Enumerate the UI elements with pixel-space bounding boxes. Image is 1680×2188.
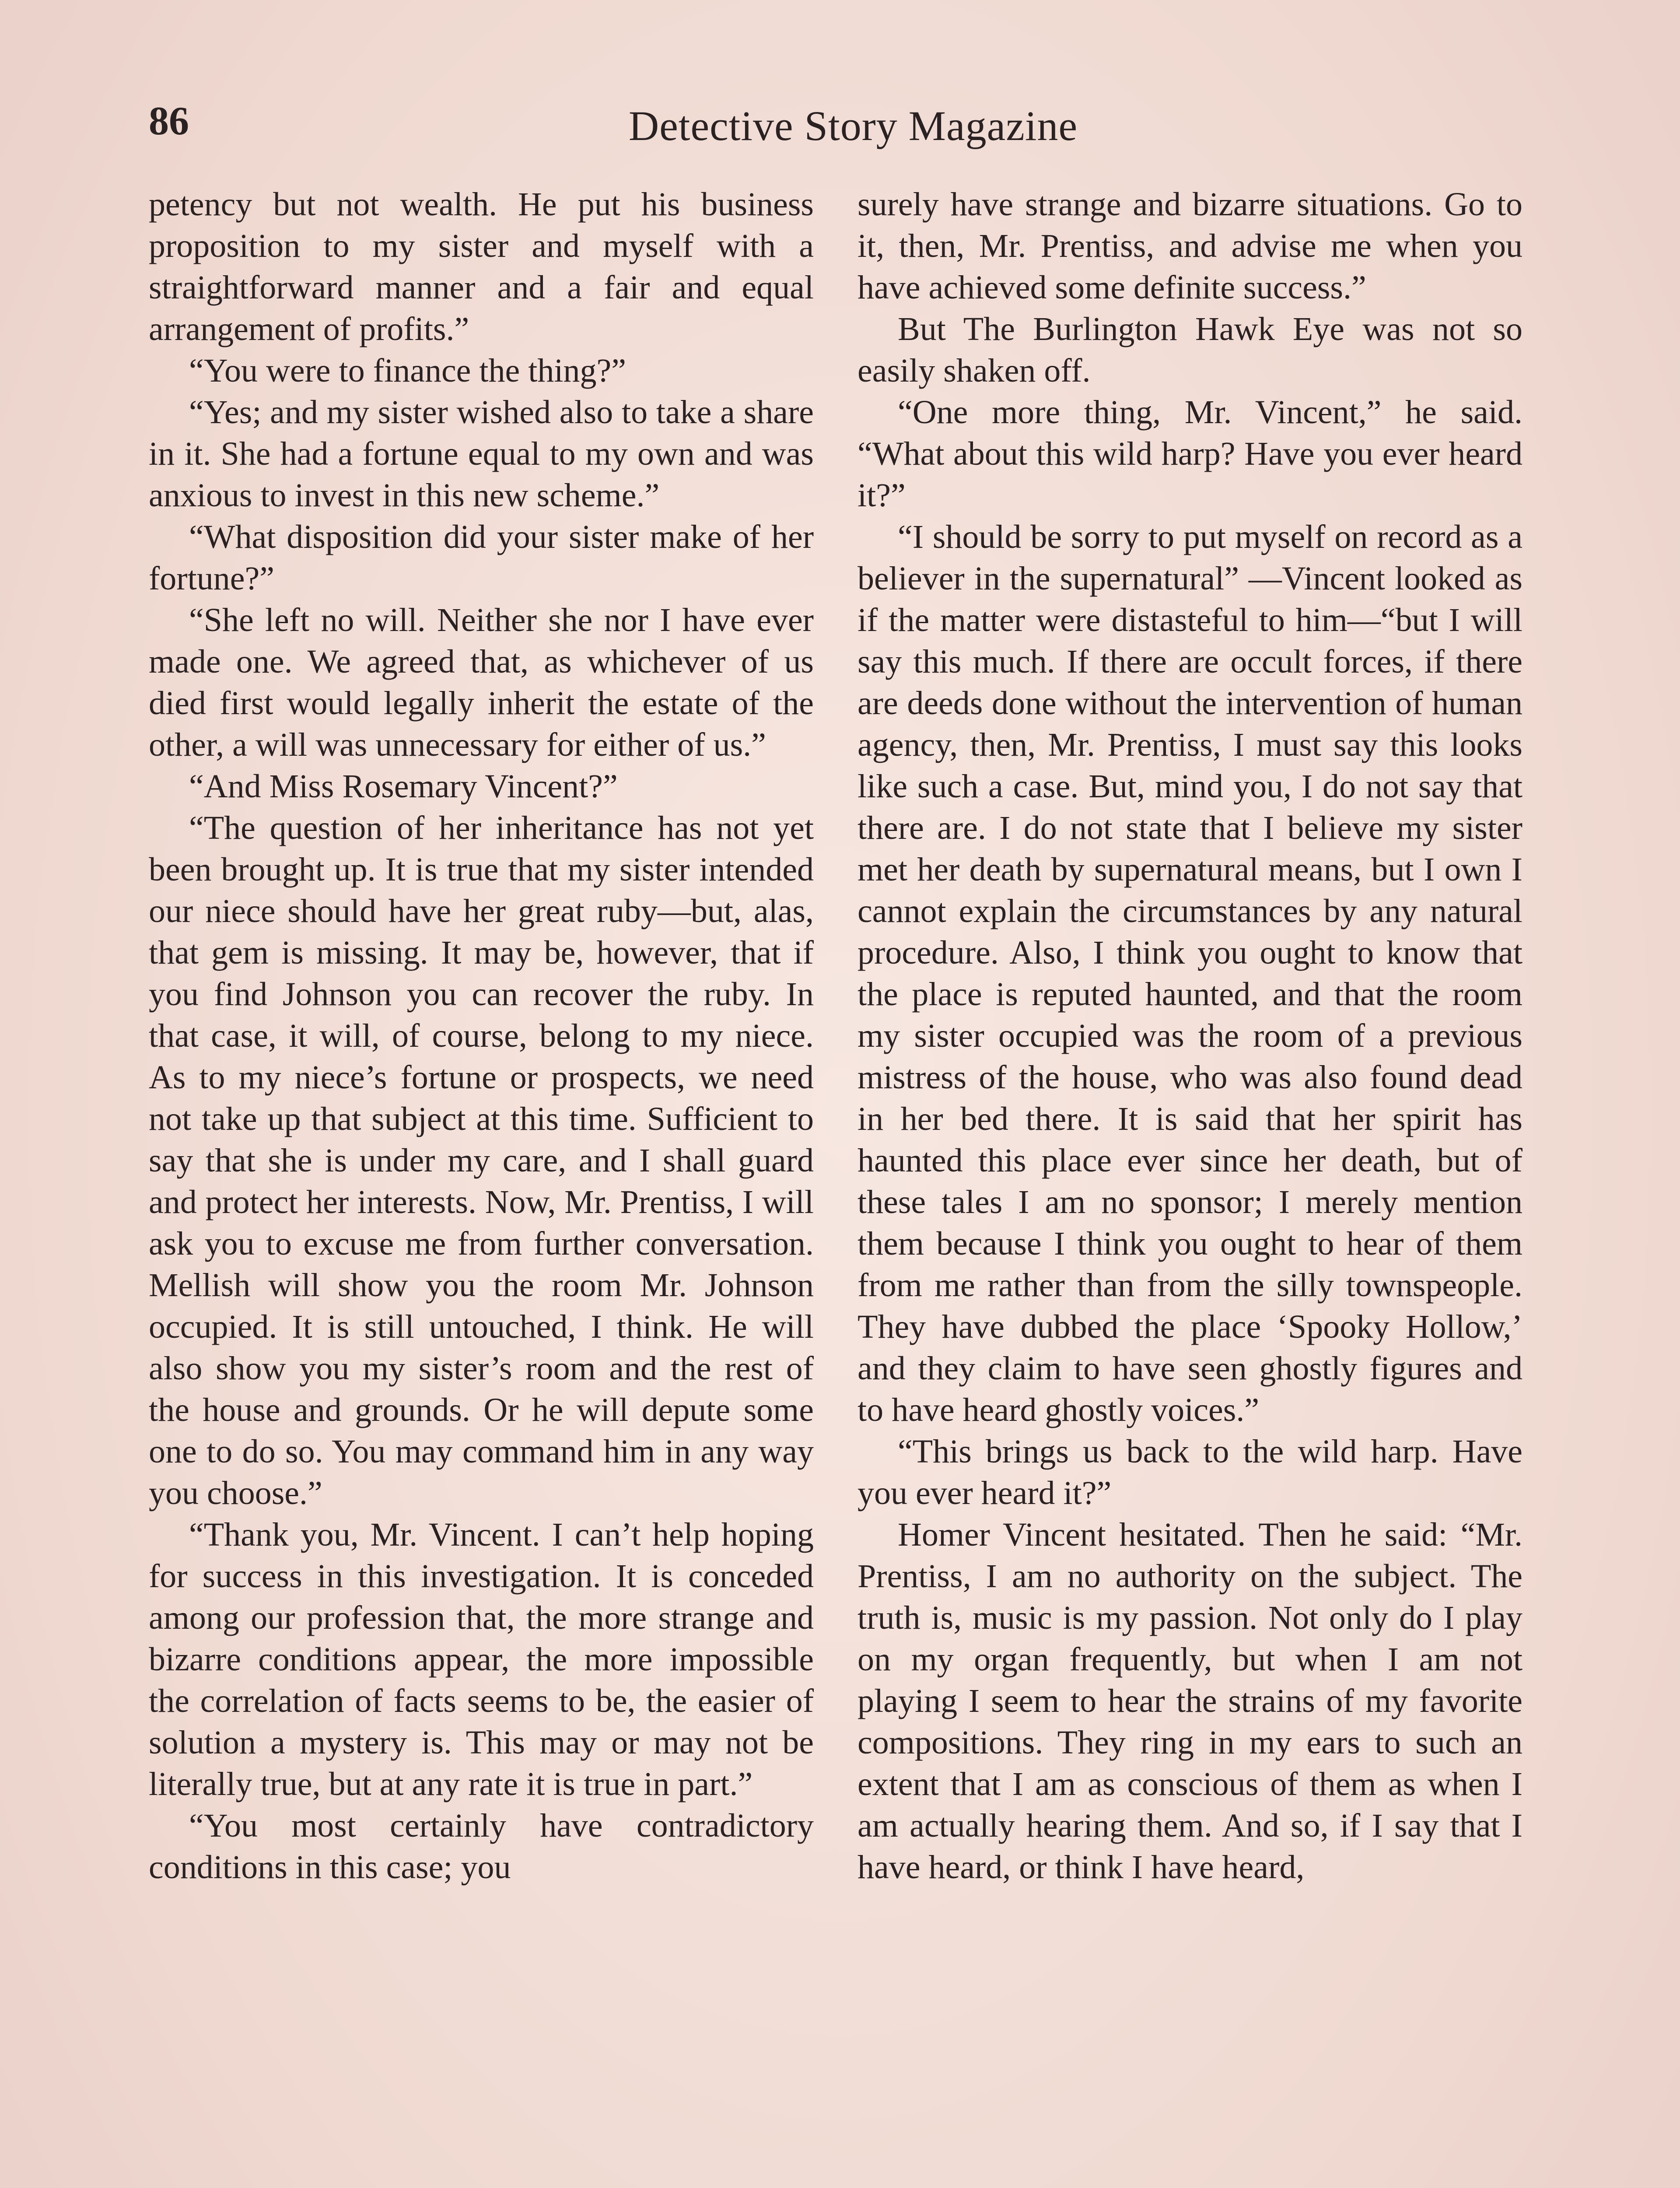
paragraph: “I should be sorry to put myself on record as a believer in the supernatural” —Vincent looked as if the matter were distasteful to him—“but I will say this much. If there are occult forces, if there are deeds done without the intervention of human agency, then, Mr. Prentiss, I must say this looks like such a case. But, mind you, I do not say that there are. I do not state that I believe my sister met her death by supernatural means, but I own I cannot explain the circumstances by any natural procedure. Also, I think you ought to know that the place is reputed haunted, and that the room my sister occupied was the room of a previous mistress of the house, who was also found dead in her bed there. It is said that her spirit has haunted this place ever since her death, but of these tales I am no sponsor; I merely mention them because I think you ought to hear of them from me rather than from the silly townspeople. They have dubbed the place ‘Spooky Hollow,’ and they claim to have seen ghostly figures and to have heard ghostly voices.” <box>858 519 1522 1428</box>
paragraph: “She left no will. Neither she nor I have ever made one. We agreed that, as whichever of us died first would legally inherit the estate of the other, a will was unnecessary for either of us.” <box>149 602 814 763</box>
left-column <box>149 184 814 2188</box>
paragraph: “The question of her inheritance has not yet been brought up. It is true that my sister intended our niece should have her great ruby—but, alas, that gem is missing. It may be, however, that if you find Johnson you can recover the ruby. In that case, it will, of course, belong to my niece. As to my niece’s fortune or prospects, we need not take up that subject at this time. Sufficient to say that she is under my care, and I shall guard and protect her interests. Now, Mr. Prentiss, I will ask you to excuse me from further conversation. Mellish will show you the room Mr. Johnson occupied. It is still untouched, I think. He will also show you my sister’s room and the rest of the house and grounds. Or he will depute some one to do so. You may command him in any way you choose.” <box>149 810 814 1511</box>
paragraph: “What disposition did your sister make of her fortune?” <box>149 519 814 597</box>
paragraph: “And Miss Rosemary Vincent?” <box>189 768 618 805</box>
paragraph: surely have strange and bizarre situations. Go to it, then, Mr. Prentiss, and advise me when you have achieved some definite success.” <box>858 186 1522 306</box>
paragraph: Homer Vincent hesitated. Then he said: “Mr. Prentiss, I am no authority on the subject. The truth is, music is my passion. Not only do I play on my organ frequently, but when I am not playing I seem to hear the strains of my favorite compositions. They ring in my ears to such an extent that I am as conscious of them as when I am actually hearing them. And so, if I say that I have heard, or think I have heard, <box>858 1516 1522 1886</box>
paragraph: “Yes; and my sister wished also to take a share in it. She had a fortune equal to my own and was anxious to invest in this new scheme.” <box>149 394 814 514</box>
paragraph: “Thank you, Mr. Vincent. I can’t help hoping for success in this investigation. It is conceded among our profession that, the more strange and bizarre conditions appear, the more impossible the correlation of facts seems to be, the easier of solution a mystery is. This may or may not be literally true, but at any rate it is true in part.” <box>149 1516 814 1802</box>
paragraph: “You most certainly have contradictory conditions in this case; you <box>149 1807 814 1886</box>
paragraph: But The Burlington Hawk Eye was not so easily shaken off. <box>858 311 1522 389</box>
paragraph: “You were to finance the thing?” <box>189 352 626 389</box>
paragraph: “One more thing, Mr. Vincent,” he said. “What about this wild harp? Have you ever heard it?” <box>858 394 1522 514</box>
right-column <box>858 184 1522 2188</box>
page-number: 86 <box>149 98 189 143</box>
running-head-title: Detective Story Magazine <box>628 102 1078 149</box>
paragraph: petency but not wealth. He put his business proposition to my sister and myself with a straightforward manner and a fair and equal arrangement of profits.” <box>149 186 814 347</box>
paragraph: “This brings us back to the wild harp. Have you ever heard it?” <box>858 1433 1522 1511</box>
